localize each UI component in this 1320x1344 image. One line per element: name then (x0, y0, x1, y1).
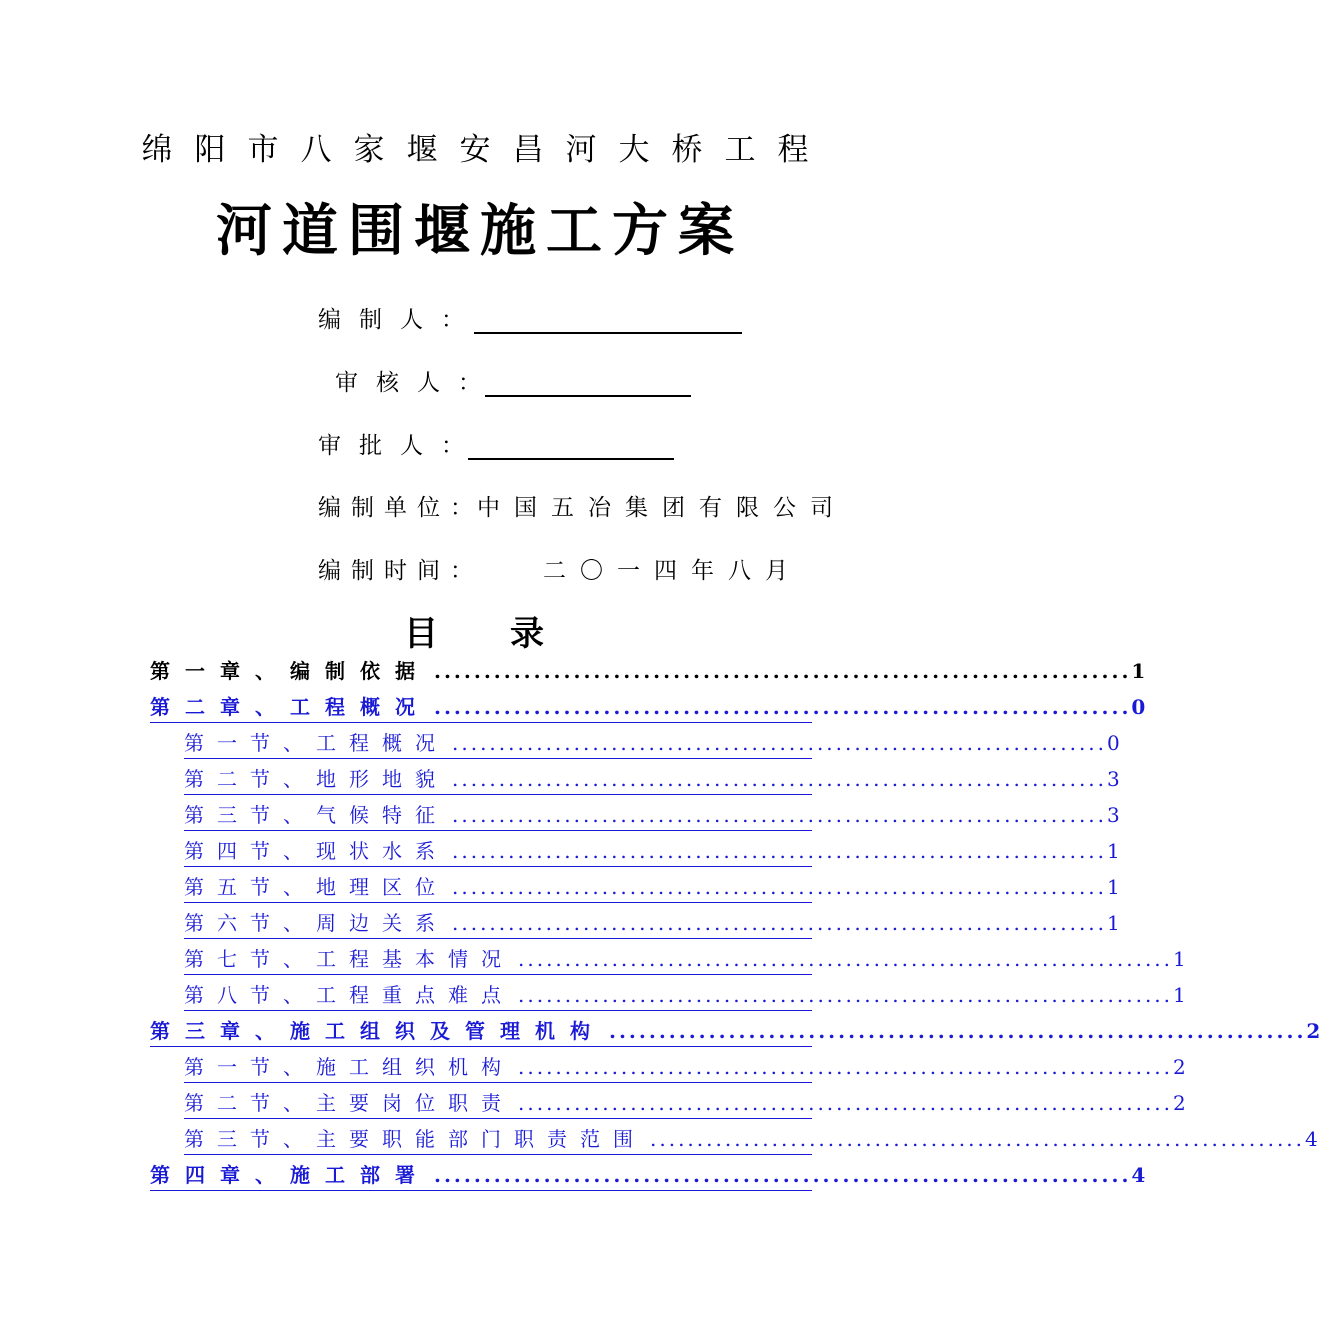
toc-leader-dots: ...................................................................... (650, 1127, 1306, 1151)
toc-entry-chapter-2[interactable] (150, 692, 1146, 723)
approver-label: 审批人 (318, 433, 441, 459)
project-subtitle: 绵阳市八家堰安昌河大桥工程 (141, 132, 831, 168)
reviewer-colon: ： (458, 370, 481, 396)
unit-colon: ： (450, 495, 473, 521)
compiler-field (318, 304, 742, 336)
toc-leader-dots: ...................................................................... (452, 767, 1108, 791)
toc-page-number: 1 (1173, 947, 1186, 971)
toc-entry-text: 第一节、施工组织机构 (184, 1055, 514, 1079)
toc-entry-chapter-1 (150, 656, 1146, 686)
toc-leader-dots: ...................................................................... (518, 983, 1174, 1007)
toc-entry-text: 第二章、工程概况 (150, 695, 430, 719)
document-title: 河道围堰施工方案 (216, 198, 744, 264)
toc-entry-section-2-6[interactable] (184, 908, 1120, 939)
toc-entry-section-2-2[interactable] (184, 764, 1120, 795)
approver-signature-line (468, 434, 674, 460)
approver-field (318, 430, 674, 462)
toc-leader-dots: ...................................................................... (452, 839, 1108, 863)
toc-entry-section-2-8[interactable] (184, 980, 1186, 1011)
toc-entry-text: 第三章、施工组织及管理机构 (150, 1019, 605, 1043)
toc-page-number: 2 (1306, 1019, 1320, 1043)
toc-entry-section-3-1[interactable] (184, 1052, 1186, 1083)
reviewer-label: 审核人 (335, 370, 458, 396)
unit-label: 编制单位 (318, 495, 450, 521)
toc-leader-dots: ...................................................................... (452, 803, 1108, 827)
toc-heading (0, 610, 950, 658)
toc-leader-dots: ...................................................................... (434, 1163, 1132, 1187)
toc-entry-text: 第四章、施工部署 (150, 1163, 430, 1187)
reviewer-signature-line (485, 371, 691, 397)
toc-entry-section-2-1[interactable] (184, 728, 1120, 759)
toc-page-number: 2 (1173, 1091, 1186, 1115)
toc-entry-section-2-4[interactable] (184, 836, 1120, 867)
toc-entry-text: 第三节、主要职能部门职责范围 (184, 1127, 646, 1151)
time-value: 二〇一四年八月 (543, 558, 802, 584)
toc-page-number: 1 (1107, 875, 1120, 899)
time-colon: ： (450, 558, 473, 584)
toc-page-number: 2 (1173, 1055, 1186, 1079)
toc-entry-section-2-3[interactable] (184, 800, 1120, 831)
toc-page-number: 1 (1107, 911, 1120, 935)
toc-page-number: 4 (1131, 1163, 1146, 1187)
toc-leader-dots: ...................................................................... (452, 911, 1108, 935)
approver-colon: ： (441, 433, 464, 459)
toc-entry-text: 第八节、工程重点难点 (184, 983, 514, 1007)
toc-heading-right: 录 (510, 614, 546, 654)
toc-leader-dots: ...................................................................... (452, 875, 1108, 899)
toc-entry-text: 第六节、周边关系 (184, 911, 448, 935)
time-label: 编制时间 (318, 558, 450, 584)
unit-field (318, 492, 847, 524)
compiler-label: 编制人 (318, 307, 441, 333)
toc-entry-section-3-2[interactable] (184, 1088, 1186, 1119)
compiler-signature-line (474, 308, 742, 334)
toc-leader-dots: ...................................................................... (452, 731, 1108, 755)
toc-entry-text: 第二节、地形地貌 (184, 767, 448, 791)
toc-entry-section-2-7[interactable] (184, 944, 1186, 975)
toc-entry-chapter-4[interactable] (150, 1160, 1146, 1191)
toc-page-number: 1 (1131, 659, 1146, 683)
toc-page-number: 4 (1305, 1127, 1318, 1151)
toc-heading-left: 目 (404, 614, 440, 654)
toc-entry-chapter-3[interactable] (150, 1016, 1320, 1047)
toc-page-number: 0 (1131, 695, 1146, 719)
time-field (318, 555, 802, 587)
toc-entry-text: 第五节、地理区位 (184, 875, 448, 899)
toc-page-number: 0 (1107, 731, 1120, 755)
toc-leader-dots: ...................................................................... (434, 659, 1132, 683)
toc-entry-text: 第七节、工程基本情况 (184, 947, 514, 971)
toc-entry-section-2-5[interactable] (184, 872, 1120, 903)
toc-entry-text: 第四节、现状水系 (184, 839, 448, 863)
toc-entry-text: 第三节、气候特征 (184, 803, 448, 827)
toc-page-number: 1 (1107, 839, 1120, 863)
reviewer-field (335, 367, 691, 399)
toc-entry-text: 第二节、主要岗位职责 (184, 1091, 514, 1115)
toc-page-number: 1 (1173, 983, 1186, 1007)
toc-leader-dots: ...................................................................... (518, 947, 1174, 971)
toc-entry-section-3-3[interactable] (184, 1124, 1318, 1155)
unit-value: 中国五冶集团有限公司 (477, 495, 847, 521)
toc-entry-text: 第一节、工程概况 (184, 731, 448, 755)
toc-page-number: 3 (1107, 767, 1120, 791)
toc-leader-dots: ...................................................................... (518, 1091, 1174, 1115)
toc-leader-dots: ...................................................................... (518, 1055, 1174, 1079)
toc-page-number: 3 (1107, 803, 1120, 827)
toc-leader-dots: ...................................................................... (434, 695, 1132, 719)
compiler-colon: ： (441, 307, 464, 333)
toc-leader-dots: ...................................................................... (609, 1019, 1307, 1043)
toc-entry-text: 第一章、编制依据 (150, 659, 430, 683)
